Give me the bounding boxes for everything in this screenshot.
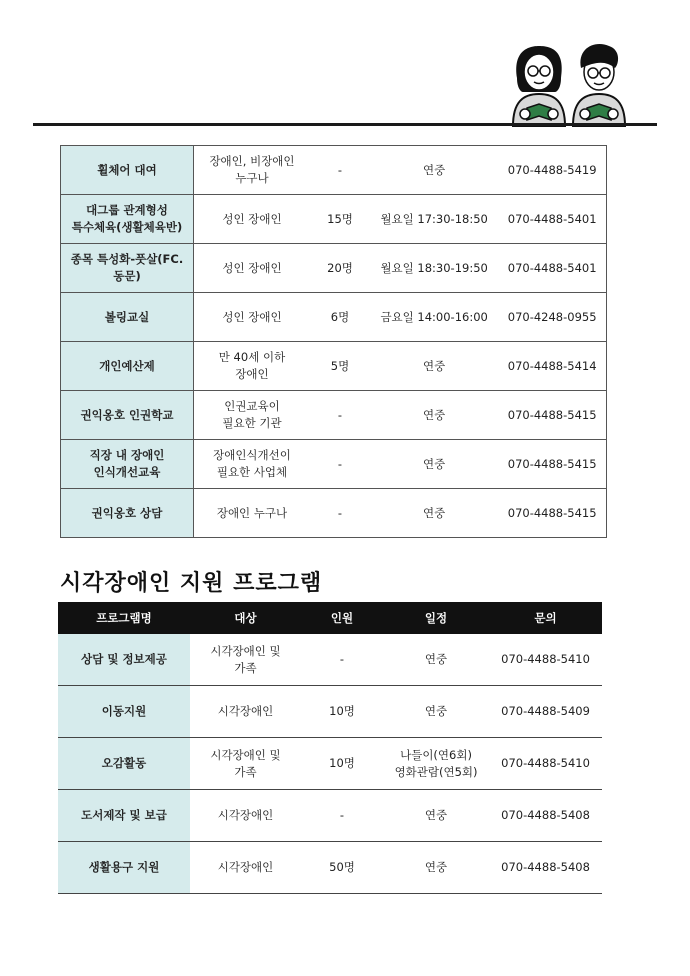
schedule-cell: 연중 xyxy=(383,634,489,686)
target-cell: 시각장애인 xyxy=(190,686,301,738)
table-header-row xyxy=(58,602,602,634)
phone-cell: 070-4488-5415 xyxy=(498,440,606,489)
count-cell: - xyxy=(310,440,370,489)
program-name-cell: 권익옹호 인권학교 xyxy=(61,391,194,440)
count-cell: - xyxy=(310,489,370,538)
program-name-cell: 도서제작 및 보급 xyxy=(58,790,190,842)
program-name-cell: 볼링교실 xyxy=(61,293,194,342)
schedule-cell: 월요일 17:30-18:50 xyxy=(370,195,498,244)
target-cell: 시각장애인 및 가족 xyxy=(190,738,301,790)
schedule-cell: 금요일 14:00-16:00 xyxy=(370,293,498,342)
count-cell: 6명 xyxy=(310,293,370,342)
schedule-cell: 연중 xyxy=(370,342,498,391)
woman-reading-icon xyxy=(513,46,565,126)
phone-cell: 070-4488-5410 xyxy=(489,634,602,686)
schedule-cell: 나들이(연6회) 영화관람(연5회) xyxy=(383,738,489,790)
table-row xyxy=(61,440,607,489)
section-title: 시각장애인 지원 프로그램 xyxy=(60,571,323,596)
program-name-cell: 종목 특성화-풋살(FC. 동문) xyxy=(61,244,194,293)
man-reading-icon xyxy=(573,44,625,126)
header-schedule: 일정 xyxy=(383,602,489,634)
header-phone: 문의 xyxy=(489,602,602,634)
count-cell: 20명 xyxy=(310,244,370,293)
phone-cell: 070-4488-5408 xyxy=(489,842,602,894)
count-cell: 10명 xyxy=(301,738,383,790)
table-row xyxy=(61,244,607,293)
phone-cell: 070-4488-5410 xyxy=(489,738,602,790)
table-row xyxy=(61,146,607,195)
table-row xyxy=(58,790,602,842)
header-count: 인원 xyxy=(301,602,383,634)
target-cell: 시각장애인 xyxy=(190,790,301,842)
target-cell: 장애인식개선이 필요한 사업체 xyxy=(194,440,311,489)
table-row xyxy=(61,293,607,342)
count-cell: 10명 xyxy=(301,686,383,738)
phone-cell: 070-4488-5409 xyxy=(489,686,602,738)
table-row xyxy=(58,738,602,790)
phone-cell: 070-4488-5408 xyxy=(489,790,602,842)
support-program-table xyxy=(60,145,607,538)
program-name-cell: 생활용구 지원 xyxy=(58,842,190,894)
phone-cell: 070-4488-5401 xyxy=(498,244,606,293)
target-cell: 성인 장애인 xyxy=(194,244,311,293)
target-cell: 시각장애인 및 가족 xyxy=(190,634,301,686)
schedule-cell: 연중 xyxy=(370,391,498,440)
schedule-cell: 연중 xyxy=(370,440,498,489)
count-cell: - xyxy=(310,146,370,195)
table-row xyxy=(61,489,607,538)
schedule-cell: 연중 xyxy=(370,146,498,195)
reading-people-illustration xyxy=(505,38,635,128)
target-cell: 성인 장애인 xyxy=(194,195,311,244)
target-cell: 만 40세 이하 장애인 xyxy=(194,342,311,391)
schedule-cell: 연중 xyxy=(383,842,489,894)
count-cell: 50명 xyxy=(301,842,383,894)
count-cell: 15명 xyxy=(310,195,370,244)
program-name-cell: 개인예산제 xyxy=(61,342,194,391)
schedule-cell: 월요일 18:30-19:50 xyxy=(370,244,498,293)
schedule-cell: 연중 xyxy=(370,489,498,538)
target-cell: 장애인, 비장애인 누구나 xyxy=(194,146,311,195)
count-cell: - xyxy=(310,391,370,440)
phone-cell: 070-4488-5415 xyxy=(498,391,606,440)
header-rule xyxy=(33,123,657,126)
phone-cell: 070-4488-5419 xyxy=(498,146,606,195)
program-name-cell: 상담 및 정보제공 xyxy=(58,634,190,686)
schedule-cell: 연중 xyxy=(383,790,489,842)
table-row xyxy=(61,391,607,440)
program-name-cell: 직장 내 장애인 인식개선교육 xyxy=(61,440,194,489)
schedule-cell: 연중 xyxy=(383,686,489,738)
visual-program-table xyxy=(58,602,602,894)
phone-cell: 070-4248-0955 xyxy=(498,293,606,342)
phone-cell: 070-4488-5401 xyxy=(498,195,606,244)
count-cell: 5명 xyxy=(310,342,370,391)
phone-cell: 070-4488-5414 xyxy=(498,342,606,391)
header-name: 프로그램명 xyxy=(58,602,190,634)
count-cell: - xyxy=(301,634,383,686)
target-cell: 시각장애인 xyxy=(190,842,301,894)
phone-cell: 070-4488-5415 xyxy=(498,489,606,538)
target-cell: 성인 장애인 xyxy=(194,293,311,342)
program-name-cell: 대그룹 관계형성 특수체육(생활체육반) xyxy=(61,195,194,244)
program-name-cell: 휠체어 대여 xyxy=(61,146,194,195)
count-cell: - xyxy=(301,790,383,842)
program-name-cell: 이동지원 xyxy=(58,686,190,738)
program-name-cell: 오감활동 xyxy=(58,738,190,790)
table-row xyxy=(58,634,602,686)
table-row xyxy=(58,686,602,738)
table-row xyxy=(58,842,602,894)
target-cell: 인권교육이 필요한 기관 xyxy=(194,391,311,440)
header-target: 대상 xyxy=(190,602,301,634)
table-row xyxy=(61,342,607,391)
table-row xyxy=(61,195,607,244)
target-cell: 장애인 누구나 xyxy=(194,489,311,538)
program-name-cell: 권익옹호 상담 xyxy=(61,489,194,538)
